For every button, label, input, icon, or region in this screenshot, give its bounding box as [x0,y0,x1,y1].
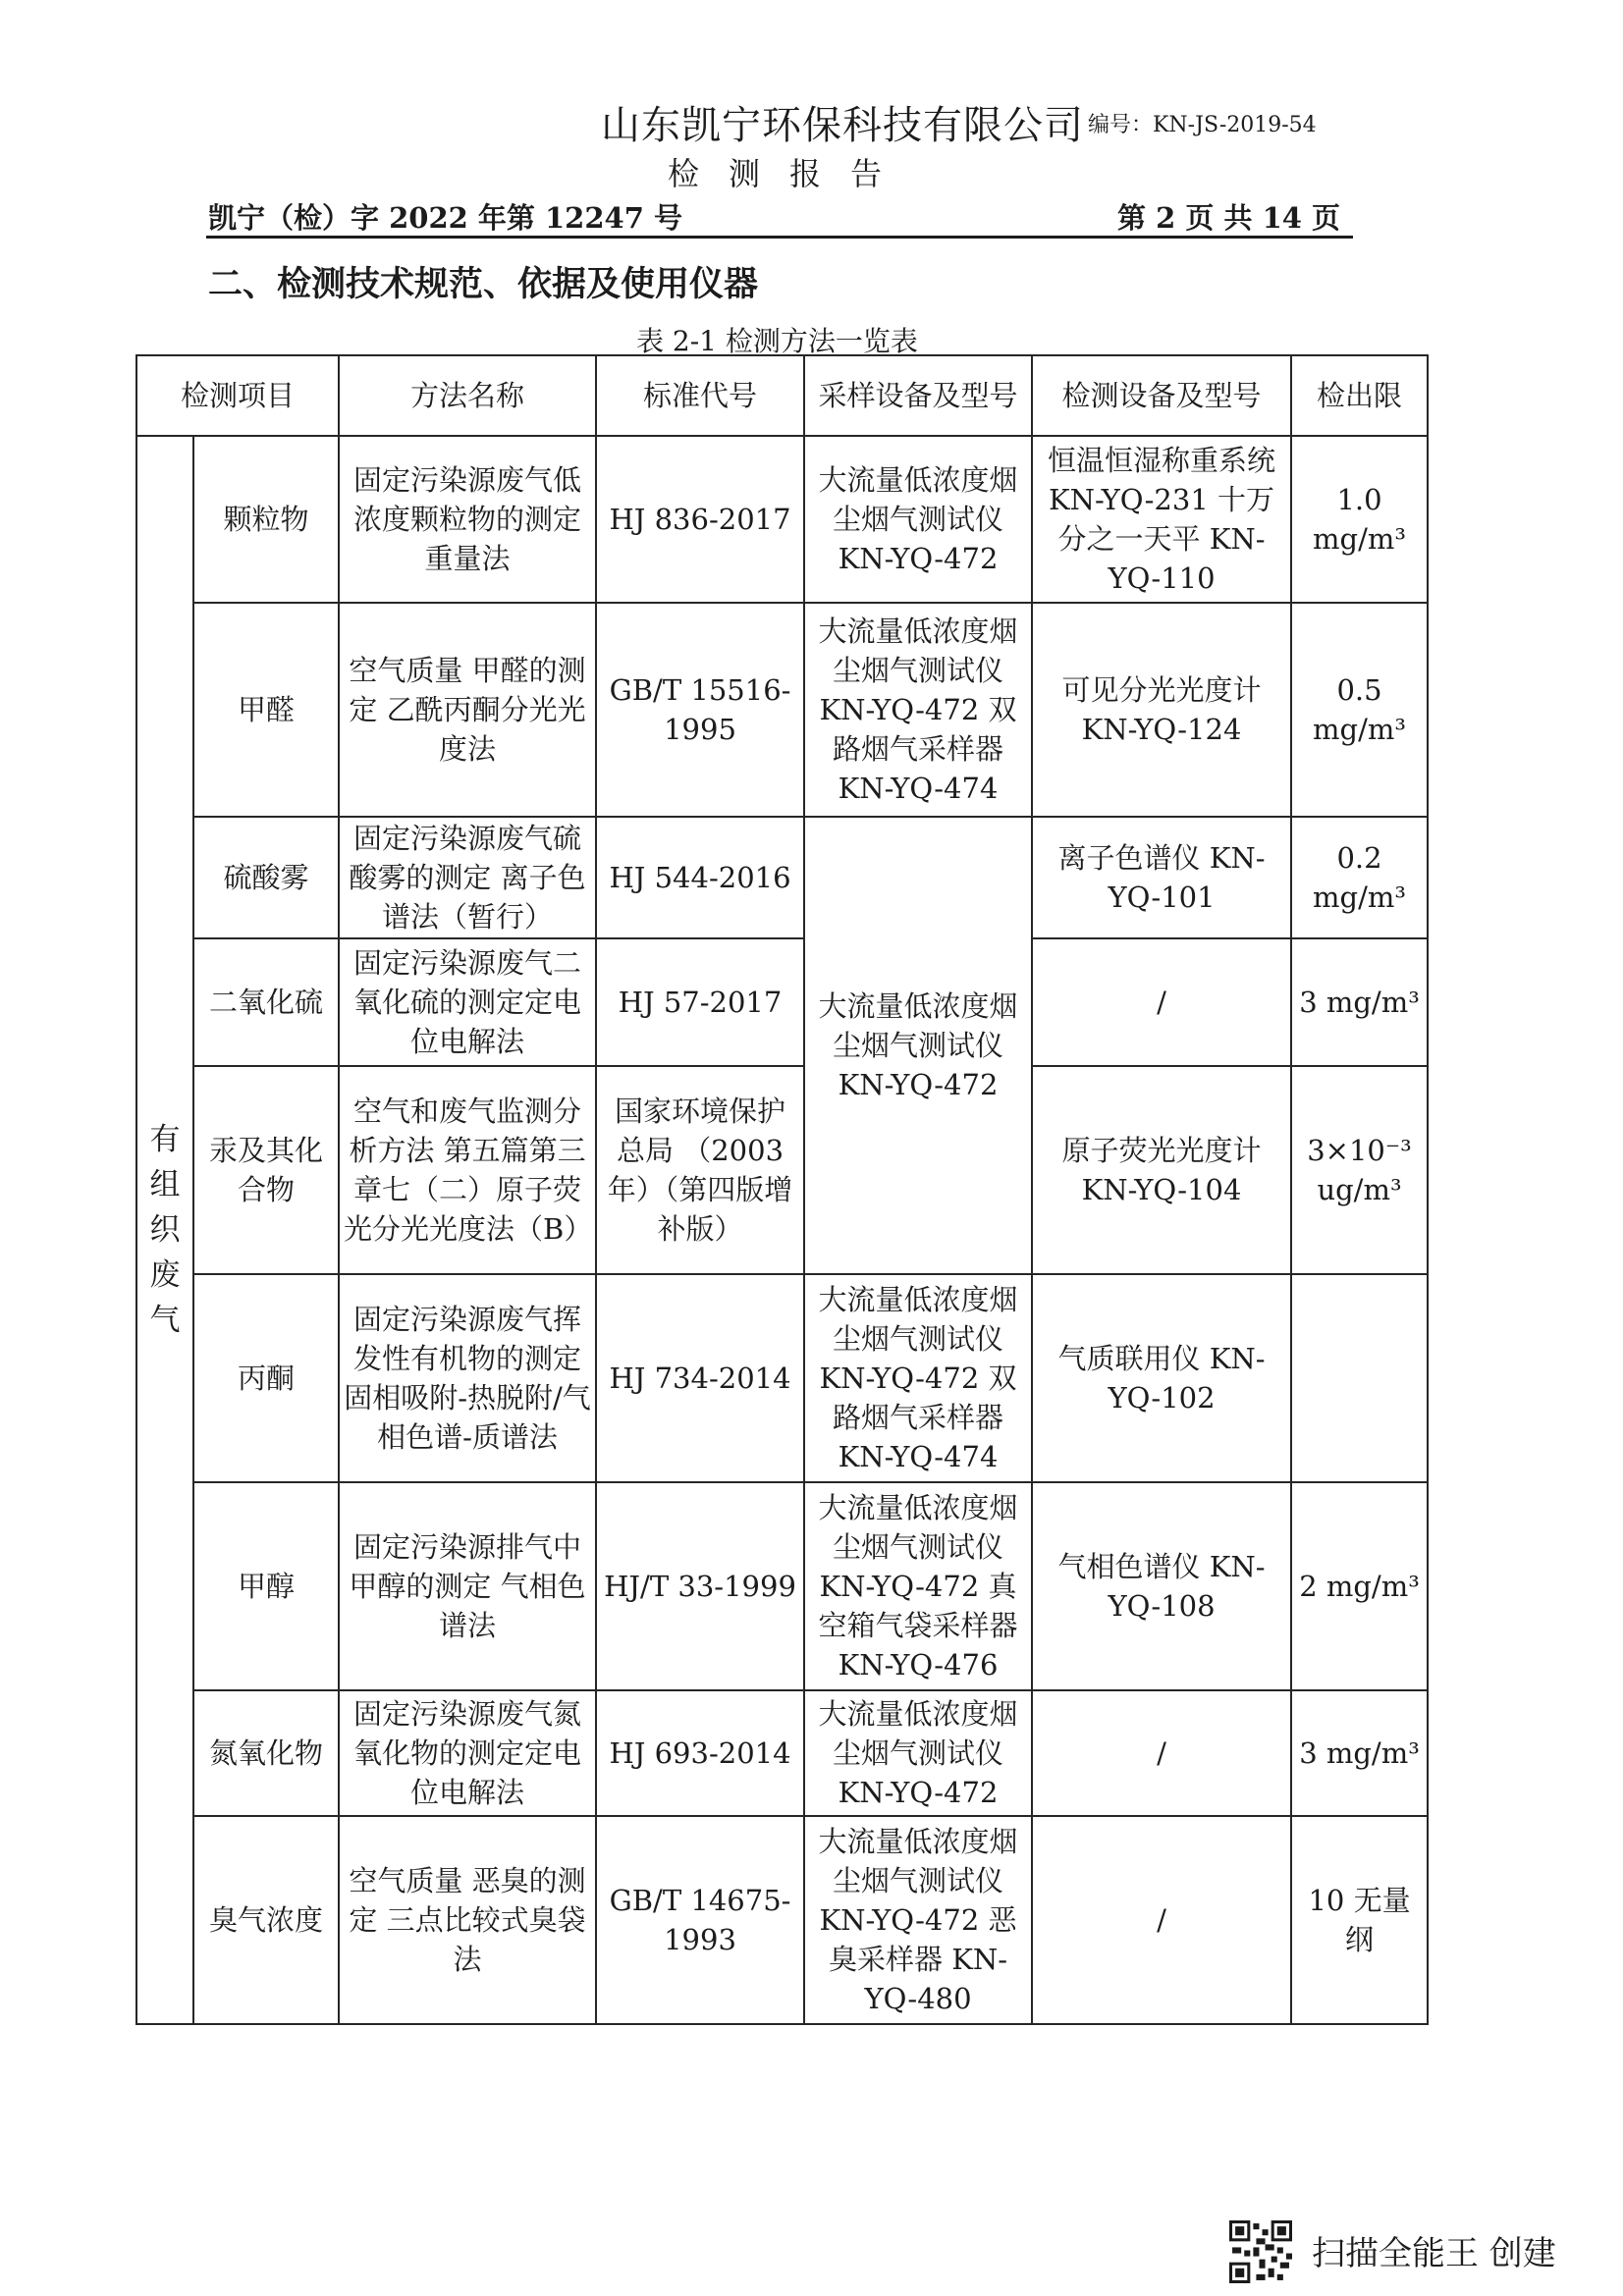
detection-cell: / [1032,938,1291,1066]
table-row [136,1690,1428,1816]
standard-cell: HJ 544-2016 [596,817,804,938]
limit-cell: 3×10⁻³ ug/m³ [1291,1066,1428,1274]
detection-cell: 气质联用仪 KN-YQ-102 [1032,1274,1291,1482]
standard-cell: HJ 693-2014 [596,1690,804,1816]
standard-cell: HJ/T 33-1999 [596,1482,804,1690]
report-number: 凯宁（检）字 2022 年第 12247 号 [208,201,682,235]
detection-cell: / [1032,1690,1291,1816]
table-row [136,938,1428,1066]
table-title: 表 2-1 检测方法一览表 [636,325,918,357]
header-detection: 检测设备及型号 [1032,355,1291,436]
item-cell: 丙酮 [193,1274,339,1482]
method-cell: 空气质量 恶臭的测定 三点比较式臭袋法 [339,1816,596,2024]
header-limit: 检出限 [1291,355,1428,436]
group-label-text: 有组织废气 [149,1122,181,1338]
item-cell: 硫酸雾 [193,817,339,938]
standard-cell: GB/T 15516-1995 [596,603,804,817]
limit-cell [1291,1274,1428,1482]
table-row [136,603,1428,817]
sampling-cell: 大流量低浓度烟尘烟气测试仪 KN-YQ-472 双路烟气采样器 KN-YQ-474 [804,1274,1032,1482]
detection-cell: 恒温恒湿称重系统 KN-YQ-231 十万分之一天平 KN-YQ-110 [1032,436,1291,603]
table-row [136,1066,1428,1274]
header-item: 检测项目 [136,355,339,436]
qr-code-icon [1229,2220,1292,2283]
sampling-cell: 大流量低浓度烟尘烟气测试仪 KN-YQ-472 双路烟气采样器 KN-YQ-474 [804,603,1032,817]
method-cell: 空气和废气监测分析方法 第五篇第三章七（二）原子荧光分光光度法（B） [339,1066,596,1274]
company-name: 山东凯宁环保科技有限公司 [601,103,1084,148]
standard-cell: GB/T 14675-1993 [596,1816,804,2024]
header-standard: 标准代号 [596,355,804,436]
limit-cell: 2 mg/m³ [1291,1482,1428,1690]
item-cell: 汞及其化合物 [193,1066,339,1274]
method-cell: 固定污染源废气二氧化硫的测定定电位电解法 [339,938,596,1066]
shared-sampling-cell: 大流量低浓度烟尘烟气测试仪 KN-YQ-472 [804,817,1032,1274]
sampling-cell: 大流量低浓度烟尘烟气测试仪 KN-YQ-472 真空箱气袋采样器 KN-YQ-476 [804,1482,1032,1690]
method-cell: 固定污染源废气挥发性有机物的测定 固相吸附-热脱附/气相色谱-质谱法 [339,1274,596,1482]
header-sampling: 采样设备及型号 [804,355,1032,436]
sampling-cell: 大流量低浓度烟尘烟气测试仪 KN-YQ-472 [804,1690,1032,1816]
limit-cell: 0.2 mg/m³ [1291,817,1428,938]
detection-cell: 可见分光光度计 KN-YQ-124 [1032,603,1291,817]
item-cell: 甲醛 [193,603,339,817]
item-cell: 臭气浓度 [193,1816,339,2024]
method-cell: 固定污染源排气中甲醇的测定 气相色谱法 [339,1482,596,1690]
method-cell: 固定污染源废气低浓度颗粒物的测定 重量法 [339,436,596,603]
item-cell: 氮氧化物 [193,1690,339,1816]
standard-cell: HJ 836-2017 [596,436,804,603]
limit-cell: 1.0 mg/m³ [1291,436,1428,603]
limit-cell: 3 mg/m³ [1291,1690,1428,1816]
standard-cell: HJ 57-2017 [596,938,804,1066]
table-row [136,817,1428,938]
sampling-cell: 大流量低浓度烟尘烟气测试仪 KN-YQ-472 恶臭采样器 KN-YQ-480 [804,1816,1032,2024]
detection-cell: 离子色谱仪 KN-YQ-101 [1032,817,1291,938]
section-title: 二、检测技术规范、依据及使用仪器 [208,264,759,304]
page-number: 第 2 页 共 14 页 [1117,201,1341,235]
limit-cell: 3 mg/m³ [1291,938,1428,1066]
table-row [136,1816,1428,2024]
detection-cell: / [1032,1816,1291,2024]
detection-cell: 气相色谱仪 KN-YQ-108 [1032,1482,1291,1690]
detection-cell: 原子荧光光度计 KN-YQ-104 [1032,1066,1291,1274]
table-row [136,436,1428,603]
item-cell: 颗粒物 [193,436,339,603]
sampling-cell: 大流量低浓度烟尘烟气测试仪 KN-YQ-472 [804,436,1032,603]
item-cell: 二氧化硫 [193,938,339,1066]
standard-cell: HJ 734-2014 [596,1274,804,1482]
document-code: 编号：KN-JS-2019-54 [1088,113,1317,137]
table-row [136,1274,1428,1482]
scanner-watermark: 扫描全能王 创建 [1312,2234,1556,2273]
header-method: 方法名称 [339,355,596,436]
method-cell: 固定污染源废气硫酸雾的测定 离子色谱法（暂行） [339,817,596,938]
methods-table [135,354,1429,2025]
header-divider [206,236,1353,239]
limit-cell: 0.5 mg/m³ [1291,603,1428,817]
item-cell: 甲醇 [193,1482,339,1690]
standard-cell: 国家环境保护总局 （2003年）（第四版增补版） [596,1066,804,1274]
table-header-row [136,355,1428,436]
method-cell: 固定污染源废气氮氧化物的测定定电位电解法 [339,1690,596,1816]
limit-cell: 10 无量纲 [1291,1816,1428,2024]
table-row [136,1482,1428,1690]
group-label [136,436,193,2024]
report-title: 检测报告 [668,155,912,192]
method-cell: 空气质量 甲醛的测定 乙酰丙酮分光光度法 [339,603,596,817]
